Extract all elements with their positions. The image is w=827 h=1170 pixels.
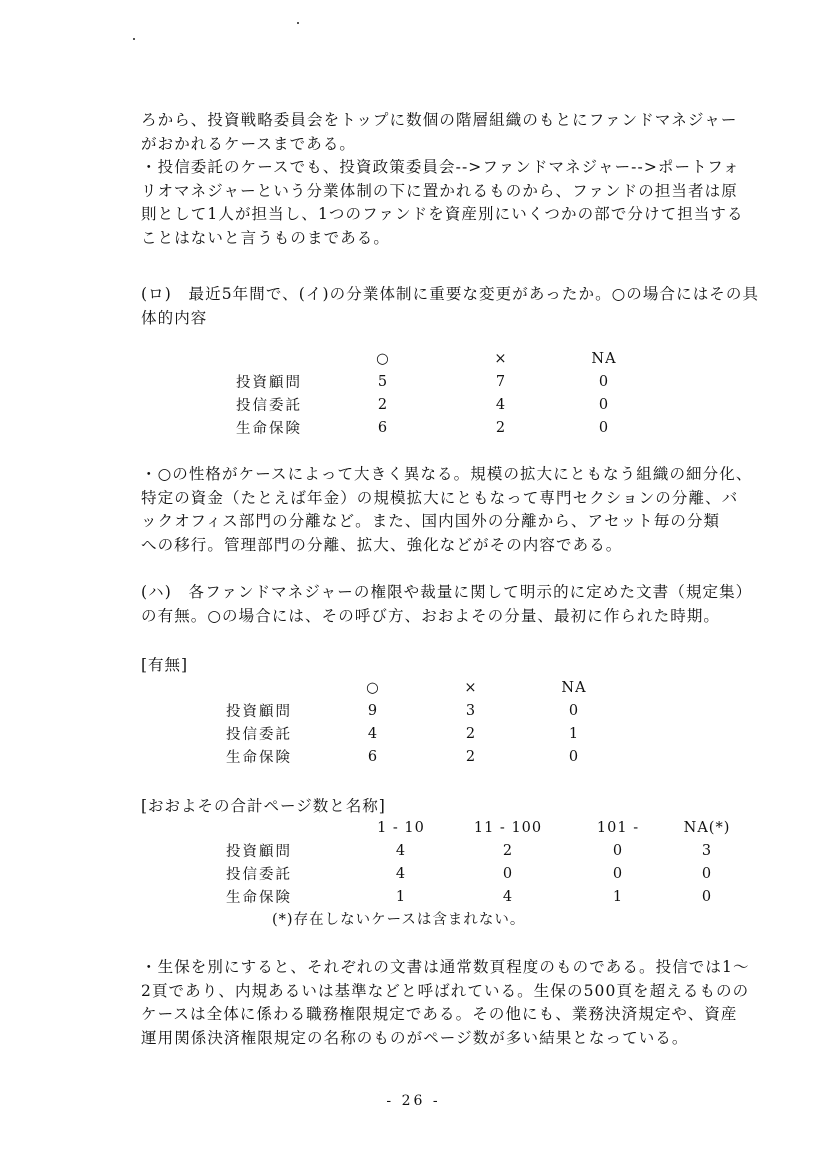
table-footnote: (*)存在しないケースは含まれない。 <box>272 912 526 928</box>
table-cell: 4 <box>502 888 514 905</box>
scan-speck <box>133 38 135 40</box>
row-label: 投資顧問 <box>226 704 292 720</box>
table-row <box>226 745 614 768</box>
header-cell: × <box>494 350 508 367</box>
table-row <box>226 699 614 722</box>
table-cell: 0 <box>701 865 713 882</box>
table-header-row <box>236 347 624 370</box>
header-cell: 11 - 100 <box>473 819 543 836</box>
intro-paragraph <box>141 109 761 250</box>
table-cell: 2 <box>465 748 477 765</box>
text-line: (ロ) 最近5年間で、(イ)の分業体制に重要な変更があったか。○の場合にはその具 <box>141 285 760 303</box>
text-line: 運用関係決済権限規定の名称のものがページ数が多い結果となっている。 <box>141 1028 689 1047</box>
table-cell: 0 <box>598 419 610 436</box>
row-label: 投資顧問 <box>226 844 292 860</box>
table-cell: 6 <box>377 419 389 436</box>
row-label: 投信委託 <box>226 727 292 743</box>
table-row <box>236 416 624 439</box>
table-cell: 0 <box>612 865 624 882</box>
header-cell <box>236 347 348 370</box>
header-cell <box>226 676 338 699</box>
header-cell: ○ <box>376 350 390 367</box>
text-line: ックオフィス部門の分離など。また、国内国外の分離から、アセット毎の分類 <box>141 512 721 530</box>
table-cell: 4 <box>367 725 379 742</box>
table-cell: 1 <box>568 725 580 742</box>
table-cell: 0 <box>502 865 514 882</box>
table-cell: 0 <box>612 842 624 859</box>
text-line: ろから、投資戦略委員会をトップに数個の階層組織のもとにファンドマネジャー <box>141 111 738 129</box>
table-structure-change <box>236 347 624 439</box>
row-label: 投信委託 <box>226 867 292 883</box>
table-row <box>226 885 748 908</box>
table-cell: 0 <box>701 888 713 905</box>
table-cell: 4 <box>395 842 407 859</box>
row-label: 生命保険 <box>226 750 292 766</box>
text-line: がおかれるケースまである。 <box>141 134 357 153</box>
text-line: 体的内容 <box>141 308 208 327</box>
table-row <box>236 393 624 416</box>
row-label: 生命保険 <box>226 890 292 906</box>
header-cell: ○ <box>366 679 380 696</box>
table-cell: 0 <box>598 396 610 413</box>
text-line: 2頁であり、内規あるいは基準などと呼ばれている。生保の500頁を超えるものの <box>141 981 750 1000</box>
header-cell: 101 - <box>596 819 640 836</box>
text-line: (ハ) 各ファンドマネジャーの権限や裁量に関して明示的に定めた文書（規定集） <box>141 583 753 601</box>
table-cell: 0 <box>568 748 580 765</box>
final-paragraph <box>141 956 761 1050</box>
text-line: の有無。○の場合には、その呼び方、おおよその分量、最初に作られた時期。 <box>141 606 721 625</box>
header-cell <box>226 816 356 839</box>
header-cell: 1 - 10 <box>377 819 425 836</box>
question-ro <box>141 283 761 330</box>
text-line: ・投信委託のケースでも、投資政策委員会-->ファンドマネジャー-->ポートフォ <box>141 158 740 176</box>
header-cell: NA <box>591 350 617 367</box>
text-line: ・○の性格がケースによって大きく異なる。規模の拡大にともなう組織の細分化、 <box>141 465 753 483</box>
header-cell: NA <box>561 679 587 696</box>
table-cell: 1 <box>612 888 624 905</box>
page-number: - 26 - <box>386 1093 441 1109</box>
text-line: ・生保を別にすると、それぞれの文書は通常数頁程度のものである。投信では1～ <box>141 958 750 976</box>
table-cell: 2 <box>495 419 507 436</box>
table-cell: 0 <box>568 702 580 719</box>
table-cell: 2 <box>502 842 514 859</box>
table-row <box>226 839 748 862</box>
table-cell: 3 <box>465 702 477 719</box>
row-label: 投資顧問 <box>236 375 302 391</box>
text-line: 特定の資金（たとえば年金）の規模拡大にともなって専門セクションの分離、バ <box>141 488 739 507</box>
table-cell: 7 <box>495 373 507 390</box>
table-document-existence <box>226 676 614 768</box>
change-paragraph <box>141 463 761 557</box>
table-page-count <box>226 816 748 908</box>
table-cell: 9 <box>367 702 379 719</box>
table-cell: 0 <box>598 373 610 390</box>
table-row <box>236 370 624 393</box>
table-row <box>226 862 748 885</box>
table-cell: 2 <box>465 725 477 742</box>
section-heading-pages: [おおよその合計ページ数と名称] <box>141 797 386 815</box>
table-row <box>226 722 614 745</box>
table-cell: 6 <box>367 748 379 765</box>
table-cell: 4 <box>495 396 507 413</box>
section-heading-umu: [有無] <box>141 656 189 674</box>
table-cell: 5 <box>377 373 389 390</box>
table-cell: 4 <box>395 865 407 882</box>
row-label: 投信委託 <box>236 398 302 414</box>
text-line: ことはないと言うものまである。 <box>141 228 391 247</box>
text-line: 則として1人が担当し、1つのファンドを資産別にいくつかの部で分けて担当する <box>141 205 744 223</box>
table-cell: 3 <box>701 842 713 859</box>
table-cell: 2 <box>377 396 389 413</box>
scan-speck <box>297 22 299 24</box>
table-header-row <box>226 676 614 699</box>
text-line: への移行。管理部門の分離、拡大、強化などがその内容である。 <box>141 535 623 554</box>
row-label: 生命保険 <box>236 421 302 437</box>
question-ha <box>141 581 761 628</box>
header-cell: NA(*) <box>683 819 731 836</box>
table-cell: 1 <box>395 888 407 905</box>
text-line: リオマネジャーという分業体制の下に置かれるものから、ファンドの担当者は原 <box>141 181 738 200</box>
table-header-row <box>226 816 748 839</box>
text-line: ケースは全体に係わる職務権限規定である。その他にも、業務決済規定や、資産 <box>141 1005 738 1023</box>
header-cell: × <box>464 679 478 696</box>
